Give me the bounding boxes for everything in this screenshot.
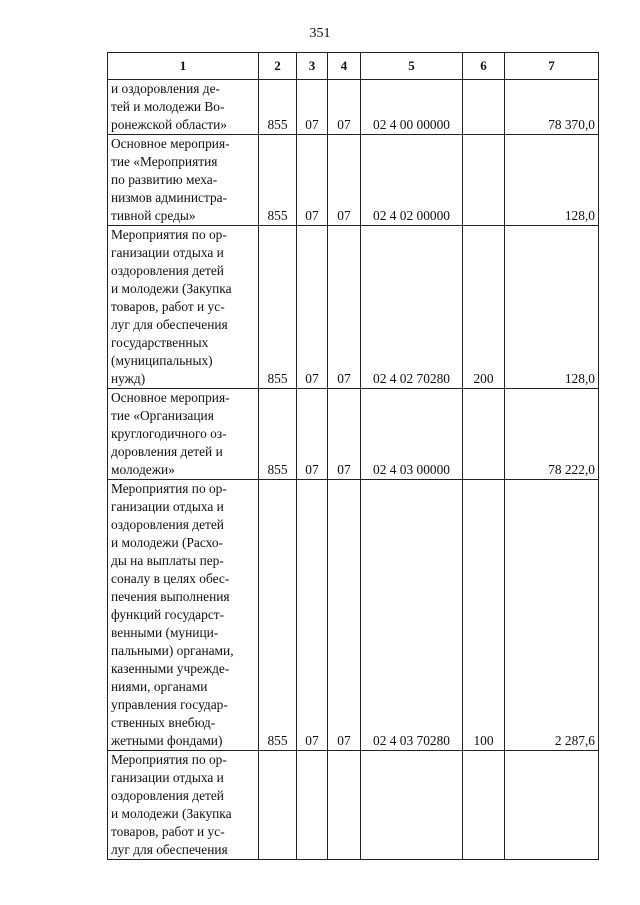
- description-line: Основное мероприя-: [111, 136, 230, 151]
- table-row: [108, 389, 599, 480]
- description-line: ронежской области»: [111, 117, 227, 132]
- table-body: [108, 80, 599, 860]
- amount: [505, 751, 599, 860]
- description-line: Мероприятия по ор-: [111, 227, 227, 242]
- ministry-code: [259, 751, 297, 860]
- page-number: 351: [309, 26, 331, 41]
- ministry-code: 855: [259, 480, 297, 751]
- expense-type-code: [463, 389, 505, 480]
- amount: 128,0: [505, 135, 599, 226]
- description-line: оздоровления детей: [111, 788, 224, 803]
- description-line: ганизации отдыха и: [111, 245, 224, 260]
- header-col-1: 1: [108, 53, 259, 80]
- description-line: и оздоровления де-: [111, 81, 220, 96]
- amount: 128,0: [505, 226, 599, 389]
- description-line: Основное мероприя-: [111, 390, 230, 405]
- description-line: соналу в целях обес-: [111, 571, 230, 586]
- ministry-code: 855: [259, 226, 297, 389]
- expense-type-code: [463, 135, 505, 226]
- subsection-code: 07: [328, 135, 361, 226]
- description-line: оздоровления детей: [111, 263, 224, 278]
- description-line: товаров, работ и ус-: [111, 824, 225, 839]
- description-line: ственных внебюд-: [111, 715, 216, 730]
- description-line: луг для обеспечения: [111, 317, 228, 332]
- table-header-row: [108, 53, 599, 80]
- header-col-5: 5: [361, 53, 463, 80]
- table-row: [108, 226, 599, 389]
- expense-type-code: [463, 751, 505, 860]
- target-article-code: 02 4 00 00000: [361, 80, 463, 135]
- description-line: государственных: [111, 335, 209, 350]
- expense-type-code: [463, 80, 505, 135]
- table-row: [108, 480, 599, 751]
- section-code: 07: [297, 389, 328, 480]
- header-col-3: 3: [297, 53, 328, 80]
- description-line: тей и молодежи Во-: [111, 99, 225, 114]
- description-line: жетными фондами): [111, 733, 223, 748]
- description-line: молодежи»: [111, 462, 175, 477]
- section-code: [297, 751, 328, 860]
- description-line: луг для обеспечения: [111, 842, 228, 857]
- ministry-code: 855: [259, 389, 297, 480]
- section-code: 07: [297, 135, 328, 226]
- description-line: функций государст-: [111, 607, 225, 622]
- table-row: [108, 751, 599, 860]
- description-line: венными (муници-: [111, 625, 219, 640]
- section-code: 07: [297, 480, 328, 751]
- subsection-code: 07: [328, 226, 361, 389]
- subsection-code: [328, 751, 361, 860]
- description-line: и молодежи (Расхо-: [111, 535, 223, 550]
- description-line: по развитию меха-: [111, 172, 218, 187]
- description-line: тие «Мероприятия: [111, 154, 218, 169]
- table-row: [108, 80, 599, 135]
- expense-type-code: 200: [463, 226, 505, 389]
- target-article-code: 02 4 03 00000: [361, 389, 463, 480]
- description-line: и молодежи (Закупка: [111, 806, 232, 821]
- table-row: [108, 135, 599, 226]
- description-line: круглогодичного оз-: [111, 426, 227, 441]
- description-line: оздоровления детей: [111, 517, 224, 532]
- header-col-7: 7: [505, 53, 599, 80]
- amount: 78 370,0: [505, 80, 599, 135]
- description-line: Мероприятия по ор-: [111, 481, 227, 496]
- header-col-2: 2: [259, 53, 297, 80]
- target-article-code: 02 4 02 00000: [361, 135, 463, 226]
- row-description: [108, 480, 259, 751]
- row-description: [108, 226, 259, 389]
- expense-type-code: 100: [463, 480, 505, 751]
- ministry-code: 855: [259, 80, 297, 135]
- description-line: управления государ-: [111, 697, 228, 712]
- budget-table: [107, 52, 599, 860]
- row-description: [108, 135, 259, 226]
- row-description: [108, 389, 259, 480]
- description-line: печения выполнения: [111, 589, 230, 604]
- header-col-6: 6: [463, 53, 505, 80]
- amount: 2 287,6: [505, 480, 599, 751]
- description-line: пальными) органами,: [111, 643, 234, 658]
- description-line: нужд): [111, 371, 146, 386]
- row-description: [108, 751, 259, 860]
- ministry-code: 855: [259, 135, 297, 226]
- subsection-code: 07: [328, 80, 361, 135]
- description-line: и молодежи (Закупка: [111, 281, 232, 296]
- description-line: казенными учрежде-: [111, 661, 230, 676]
- description-line: низмов администра-: [111, 190, 228, 205]
- description-line: товаров, работ и ус-: [111, 299, 225, 314]
- description-line: Мероприятия по ор-: [111, 752, 227, 767]
- subsection-code: 07: [328, 389, 361, 480]
- description-line: ганизации отдыха и: [111, 499, 224, 514]
- description-line: тивной среды»: [111, 208, 196, 223]
- row-description: [108, 80, 259, 135]
- description-line: тие «Организация: [111, 408, 214, 423]
- amount: 78 222,0: [505, 389, 599, 480]
- description-line: доровления детей и: [111, 444, 223, 459]
- description-line: (муниципальных): [111, 353, 213, 368]
- description-line: ганизации отдыха и: [111, 770, 224, 785]
- description-line: ды на выплаты пер-: [111, 553, 224, 568]
- subsection-code: 07: [328, 480, 361, 751]
- section-code: 07: [297, 226, 328, 389]
- section-code: 07: [297, 80, 328, 135]
- target-article-code: [361, 751, 463, 860]
- target-article-code: 02 4 02 70280: [361, 226, 463, 389]
- target-article-code: 02 4 03 70280: [361, 480, 463, 751]
- header-col-4: 4: [328, 53, 361, 80]
- description-line: ниями, органами: [111, 679, 208, 694]
